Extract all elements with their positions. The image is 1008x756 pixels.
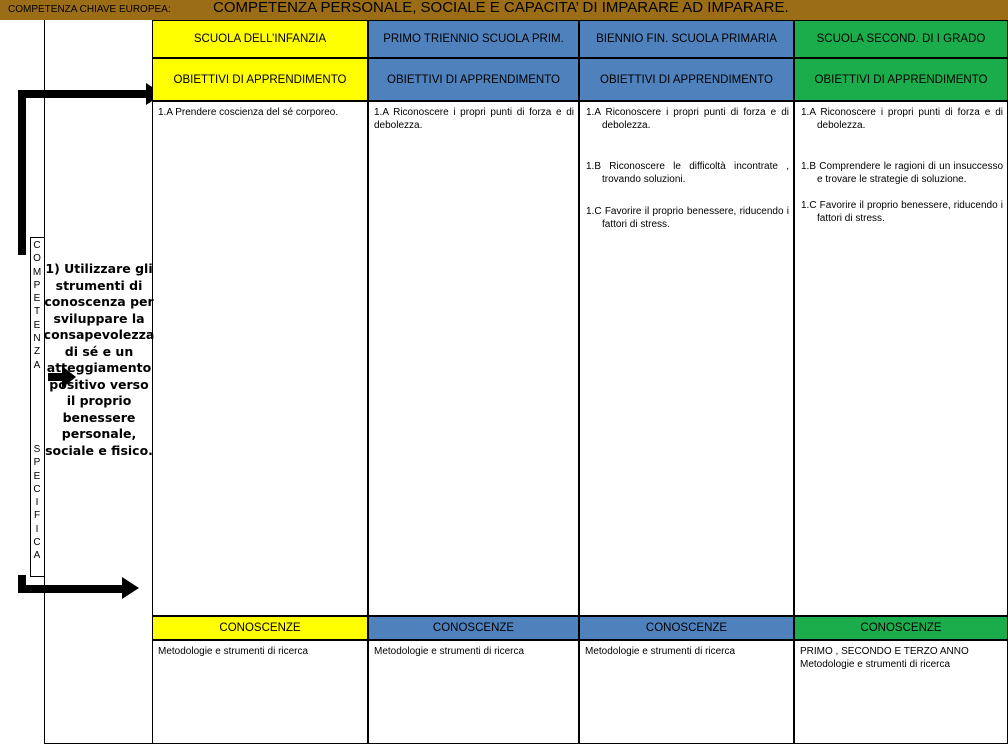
knowledge-header-label: CONOSCENZE (645, 622, 728, 634)
school-header-label: SCUOLA DELL’INFANZIA (193, 33, 327, 45)
objective-text: 1.C Favorire il proprio benessere, riducendo i fattori di stress. (801, 200, 1003, 224)
vertical-label-competenza (30, 239, 44, 372)
objectives-cell-primo-triennio (368, 101, 579, 616)
school-header-infanzia (152, 20, 368, 58)
knowledge-header-label: CONOSCENZE (432, 622, 515, 634)
knowledge-header-biennio (579, 616, 794, 640)
specifica-letter: S (33, 444, 41, 455)
competenza-letter: C (33, 240, 41, 251)
knowledge-cell-infanzia (152, 640, 368, 744)
page-title: COMPETENZA PERSONALE, SOCIALE E CAPACITA’ DI IMPARARE AD IMPARARE. (213, 0, 789, 16)
competenza-letter: Z (33, 346, 41, 358)
objective-text: 1.A Riconoscere i propri punti di forza e di debolezza. (586, 107, 789, 131)
school-header-secondaria (794, 20, 1008, 58)
competenza-specifica-text: 1) Utilizzare gli strumenti di conoscenza per sviluppare la consapevolezza di sé e un atteggiamento positivo verso il proprio benessere personale, sociale e fisico. (43, 261, 155, 458)
specifica-letter: A (33, 550, 41, 562)
competenza-specifica (43, 104, 155, 616)
competenza-letter: E (33, 319, 41, 331)
objective-text: 1.A Riconoscere i propri punti di forza e di debolezza. (374, 107, 574, 131)
header-bar (0, 0, 1008, 20)
objective-text: 1.A Prendere coscienza del sé corporeo. (158, 107, 339, 118)
knowledge-cell-secondaria (794, 640, 1008, 744)
school-header-biennio (579, 20, 794, 58)
objectives-cell-biennio (579, 101, 794, 616)
school-header-primo-triennio (368, 20, 579, 58)
school-header-label: SCUOLA SECOND. DI I GRADO (816, 33, 986, 45)
vertical-label-specifica (30, 443, 44, 563)
objectives-cell-infanzia (152, 101, 368, 616)
specifica-letter: F (33, 510, 41, 522)
knowledge-text: Metodologie e strumenti di ricerca (585, 646, 736, 657)
specifica-letter: P (33, 457, 41, 469)
competenza-letter: A (33, 359, 41, 371)
objective-text: 1.B Riconoscere le difficoltà incontrate , trovando soluzioni. (586, 161, 789, 185)
specifica-letter: I (35, 497, 39, 509)
objectives-header-infanzia (152, 58, 368, 101)
objective-text: 1.C Favorire il proprio benessere, riducendo i fattori di stress. (586, 206, 789, 230)
objectives-header-label: OBIETTIVI DI APPRENDIMENTO (600, 73, 773, 86)
knowledge-text: Metodologie e strumenti di ricerca (158, 646, 309, 657)
knowledge-cell-primo-triennio (368, 640, 579, 744)
competenza-letter: N (33, 333, 41, 345)
knowledge-header-label: CONOSCENZE (219, 622, 301, 634)
objectives-header-biennio (579, 58, 794, 101)
objectives-header-label: OBIETTIVI DI APPRENDIMENTO (173, 73, 347, 86)
objective-text: 1.B Comprendere le ragioni di un insuccesso e trovare le strategie di soluzione. (801, 161, 1003, 185)
specifica-letter: C (33, 537, 41, 549)
competenza-letter: M (32, 266, 42, 278)
knowledge-cell-biennio (579, 640, 794, 744)
knowledge-header-label: CONOSCENZE (860, 622, 942, 634)
competenza-letter: E (33, 293, 41, 305)
knowledge-header-primo-triennio (368, 616, 579, 640)
competenza-letter: T (33, 306, 41, 318)
school-header-label: BIENNIO FIN. SCUOLA PRIMARIA (596, 33, 777, 45)
competenza-letter: O (33, 253, 41, 265)
objectives-header-primo-triennio (368, 58, 579, 101)
objective-text: 1.A Riconoscere i propri punti di forza e di debolezza. (801, 107, 1003, 131)
objectives-cell-secondaria (794, 101, 1008, 616)
knowledge-text: Metodologie e strumenti di ricerca (374, 646, 525, 657)
header-label: COMPETENZA CHIAVE EUROPEA: (8, 4, 171, 15)
knowledge-years: PRIMO , SECONDO E TERZO ANNO (800, 646, 969, 657)
objectives-header-secondaria (794, 58, 1008, 101)
knowledge-text: Metodologie e strumenti di ricerca (800, 659, 951, 670)
objectives-header-label: OBIETTIVI DI APPRENDIMENTO (814, 73, 988, 86)
specifica-letter: I (35, 523, 39, 535)
school-header-label: PRIMO TRIENNIO SCUOLA PRIM. (383, 33, 564, 45)
objectives-header-label: OBIETTIVI DI APPRENDIMENTO (387, 73, 560, 86)
knowledge-header-secondaria (794, 616, 1008, 640)
knowledge-header-infanzia (152, 616, 368, 640)
competenza-letter: P (33, 279, 41, 291)
specifica-letter: E (33, 470, 41, 482)
specifica-letter: C (33, 483, 41, 495)
